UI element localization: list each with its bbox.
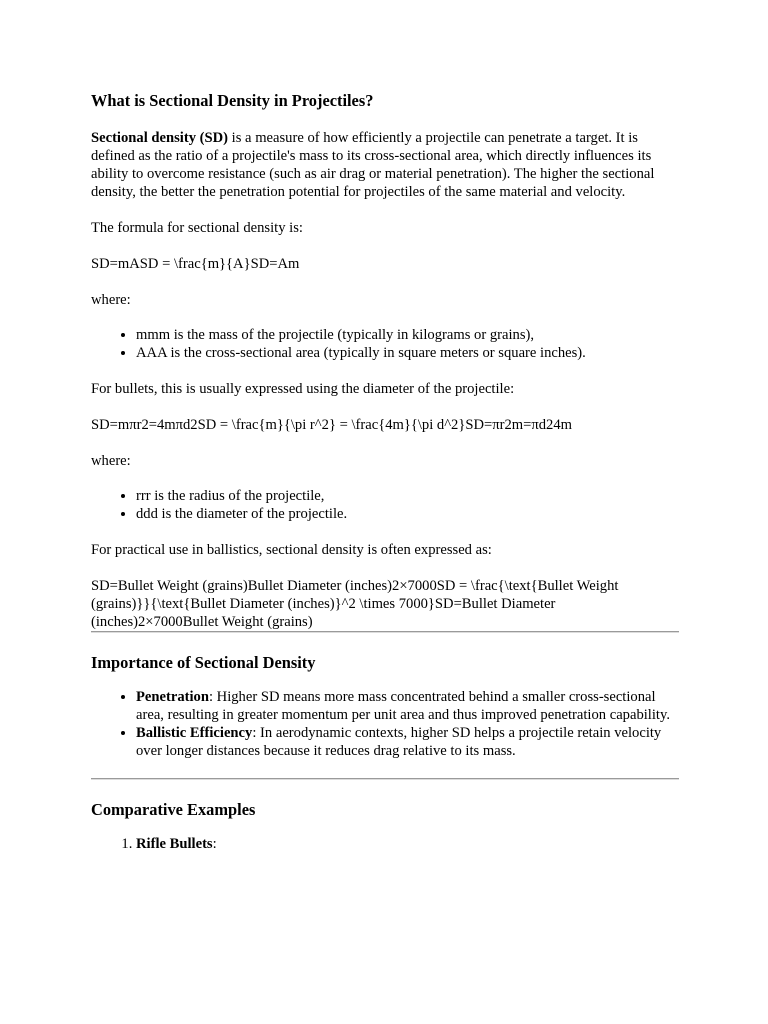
importance-list xyxy=(91,688,679,760)
variables-list-1 xyxy=(91,326,679,362)
variables-list-2 xyxy=(91,487,679,523)
list-item: • ddd is the diameter of the projectile. xyxy=(136,505,679,523)
list-item-term: Ballistic Efficiency xyxy=(136,725,253,741)
list-item: • mmm is the mass of the projectile (typically in kilograms or grains), xyxy=(136,326,679,344)
section-heading-importance: Importance of Sectional Density xyxy=(91,653,316,672)
formula-practical: SD=Bullet Weight (grains)Bullet Diameter (inches)2×7000SD = \frac{\text{Bullet Weight (grains)}}{\text{Bullet Diameter (inches)}^2 \times 7000}SD=Bullet Diameter (inches)2×7000Bullet Weight (grains) xyxy=(91,578,619,630)
intro-paragraph xyxy=(91,129,679,201)
section-divider xyxy=(91,778,679,780)
list-item xyxy=(136,724,679,760)
formula-basic: SD=mASD = \frac{m}{A}SD=Am xyxy=(91,256,300,272)
list-item: • AAA is the cross-sectional area (typically in square meters or square inches). xyxy=(136,344,679,362)
list-item xyxy=(136,835,679,853)
where-label-2: where: xyxy=(91,453,131,469)
list-item-term: Penetration xyxy=(136,689,209,705)
intro-term: Sectional density (SD) xyxy=(91,130,229,146)
section-divider xyxy=(91,631,679,633)
formula-intro: The formula for sectional density is: xyxy=(91,220,303,236)
list-item-text: : In aerodynamic contexts, higher SD helps a projectile retain velocity over longer distances because it reduces drag relative to its mass. xyxy=(136,725,662,759)
where-label-1: where: xyxy=(91,292,131,308)
examples-list xyxy=(91,835,679,853)
bullets-intro: For bullets, this is usually expressed using the diameter of the projectile: xyxy=(91,381,515,397)
section-heading-what-is-sd: What is Sectional Density in Projectiles? xyxy=(91,91,374,110)
list-item-text: : Higher SD means more mass concentrated behind a smaller cross-sectional area, resulting in greater momentum per unit area and thus improved penetration capability. xyxy=(136,689,670,723)
list-item-term: Rifle Bullets xyxy=(136,836,213,852)
list-item xyxy=(136,688,679,724)
practical-intro: For practical use in ballistics, sectional density is often expressed as: xyxy=(91,542,492,558)
intro-text: is a measure of how efficiently a projectile can penetrate a target. It is defined as the ratio of a projectile's mass to its cross-sectional area, which directly influences its ability to overcome resistance (such as air drag or material penetration). The higher the sectional density, the better the penetration potential for projectiles of the same material and velocity. xyxy=(91,130,655,200)
formula-diameter: SD=mπr2=4mπd2SD = \frac{m}{\pi r^2} = \frac{4m}{\pi d^2}SD=πr2m=πd24m xyxy=(91,417,572,433)
section-heading-examples: Comparative Examples xyxy=(91,800,256,819)
list-item: • rrr is the radius of the projectile, xyxy=(136,487,679,505)
list-item-text: : xyxy=(212,836,217,852)
document-content xyxy=(91,90,679,853)
